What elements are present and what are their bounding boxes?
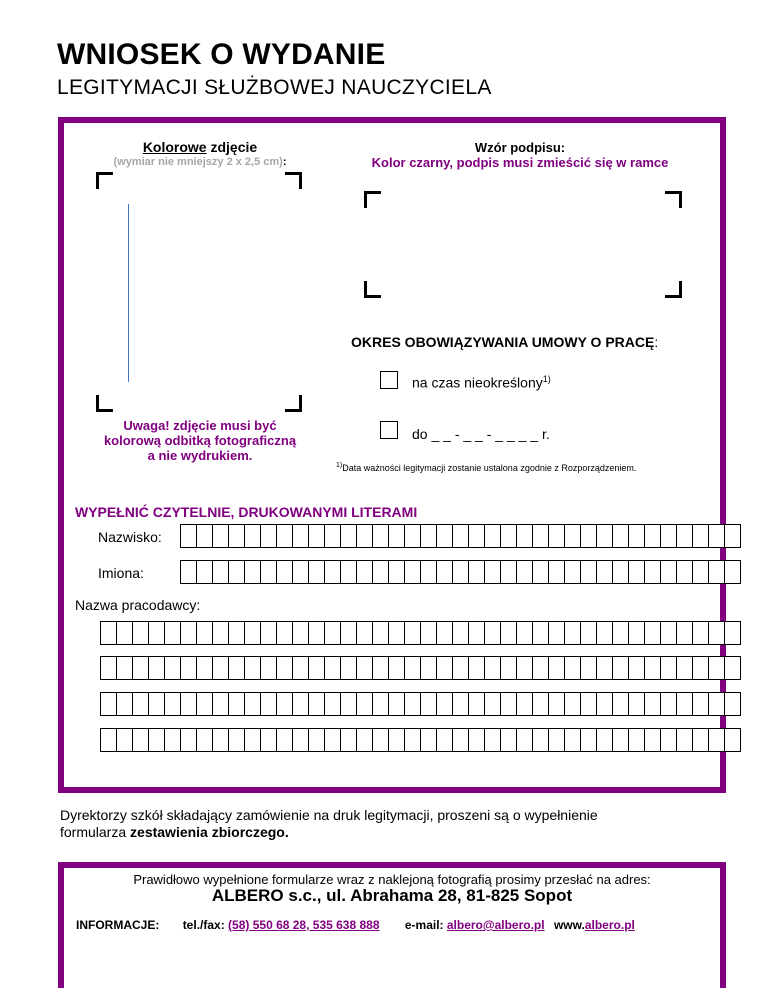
corner-mark: [285, 172, 302, 189]
char-box[interactable]: [308, 560, 325, 584]
char-box[interactable]: [500, 560, 517, 584]
char-box[interactable]: [340, 656, 357, 680]
char-box[interactable]: [692, 524, 709, 548]
char-box[interactable]: [468, 560, 485, 584]
char-box[interactable]: [596, 524, 613, 548]
char-box[interactable]: [164, 656, 181, 680]
char-box[interactable]: [212, 692, 229, 716]
char-box[interactable]: [580, 524, 597, 548]
char-box[interactable]: [100, 692, 117, 716]
char-box[interactable]: [500, 621, 517, 645]
char-box[interactable]: [676, 692, 693, 716]
char-box[interactable]: [628, 728, 645, 752]
char-box[interactable]: [644, 656, 661, 680]
char-box[interactable]: [692, 692, 709, 716]
employer-field-line4[interactable]: [100, 728, 740, 752]
char-box[interactable]: [420, 524, 437, 548]
char-box[interactable]: [596, 656, 613, 680]
char-box[interactable]: [484, 656, 501, 680]
char-box[interactable]: [420, 692, 437, 716]
char-box[interactable]: [276, 728, 293, 752]
char-box[interactable]: [276, 524, 293, 548]
char-box[interactable]: [548, 560, 565, 584]
char-box[interactable]: [308, 656, 325, 680]
char-box[interactable]: [628, 621, 645, 645]
signature-heading: Wzór podpisu:: [474, 140, 566, 155]
char-box[interactable]: [388, 692, 405, 716]
char-box[interactable]: [676, 621, 693, 645]
char-box[interactable]: [612, 656, 629, 680]
char-box[interactable]: [116, 692, 133, 716]
char-box[interactable]: [548, 728, 565, 752]
char-box[interactable]: [244, 692, 261, 716]
char-box[interactable]: [324, 656, 341, 680]
surname-field[interactable]: [180, 524, 740, 548]
char-box[interactable]: [356, 728, 373, 752]
char-box[interactable]: [724, 656, 741, 680]
char-box[interactable]: [180, 621, 197, 645]
char-box[interactable]: [116, 656, 133, 680]
corner-mark: [665, 281, 682, 298]
char-box[interactable]: [500, 656, 517, 680]
char-box[interactable]: [452, 692, 469, 716]
char-box[interactable]: [340, 621, 357, 645]
char-box[interactable]: [196, 656, 213, 680]
char-box[interactable]: [196, 728, 213, 752]
char-box[interactable]: [420, 621, 437, 645]
char-box[interactable]: [500, 728, 517, 752]
char-box[interactable]: [548, 621, 565, 645]
char-box[interactable]: [468, 621, 485, 645]
page-subtitle: LEGITYMACJI SŁUŻBOWEJ NAUCZYCIELA: [57, 76, 492, 99]
char-box[interactable]: [596, 621, 613, 645]
char-box[interactable]: [388, 621, 405, 645]
char-box[interactable]: [724, 621, 741, 645]
char-box[interactable]: [292, 728, 309, 752]
corner-mark: [364, 191, 381, 208]
form-heading: WYPEŁNIĆ CZYTELNIE, DRUKOWANYMI LITERAMI: [75, 504, 418, 520]
char-box[interactable]: [548, 656, 565, 680]
char-box[interactable]: [532, 621, 549, 645]
char-box[interactable]: [372, 692, 389, 716]
signature-area[interactable]: [364, 191, 682, 298]
char-box[interactable]: [660, 621, 677, 645]
char-box[interactable]: [468, 692, 485, 716]
char-box[interactable]: [324, 524, 341, 548]
char-box[interactable]: [244, 728, 261, 752]
photo-dimensions: (wymiar nie mniejszy 2 x 2,5 cm):: [113, 156, 287, 168]
corner-mark: [96, 172, 113, 189]
char-box[interactable]: [260, 692, 277, 716]
char-box[interactable]: [100, 621, 117, 645]
char-box[interactable]: [676, 560, 693, 584]
char-box[interactable]: [388, 524, 405, 548]
char-box[interactable]: [228, 524, 245, 548]
corner-mark: [285, 395, 302, 412]
char-box[interactable]: [580, 560, 597, 584]
char-box[interactable]: [708, 728, 725, 752]
char-box[interactable]: [372, 656, 389, 680]
char-box[interactable]: [164, 692, 181, 716]
char-box[interactable]: [132, 656, 149, 680]
char-box[interactable]: [212, 728, 229, 752]
char-box[interactable]: [452, 560, 469, 584]
char-box[interactable]: [468, 524, 485, 548]
char-box[interactable]: [164, 728, 181, 752]
char-box[interactable]: [436, 524, 453, 548]
char-box[interactable]: [356, 560, 373, 584]
char-box[interactable]: [212, 560, 229, 584]
char-box[interactable]: [692, 728, 709, 752]
option-until-label: do _ _ - _ _ - _ _ _ _ r.: [412, 426, 550, 442]
phone-link[interactable]: (58) 550 68 28, 535 638 888: [228, 918, 380, 932]
char-box[interactable]: [372, 621, 389, 645]
char-box[interactable]: [292, 656, 309, 680]
char-box[interactable]: [692, 621, 709, 645]
char-box[interactable]: [228, 692, 245, 716]
char-box[interactable]: [292, 621, 309, 645]
char-box[interactable]: [708, 692, 725, 716]
char-box[interactable]: [452, 524, 469, 548]
char-box[interactable]: [436, 621, 453, 645]
char-box[interactable]: [612, 692, 629, 716]
char-box[interactable]: [132, 692, 149, 716]
char-box[interactable]: [228, 656, 245, 680]
char-box[interactable]: [292, 692, 309, 716]
char-box[interactable]: [516, 692, 533, 716]
char-box[interactable]: [660, 728, 677, 752]
char-box[interactable]: [676, 656, 693, 680]
char-box[interactable]: [148, 728, 165, 752]
corner-mark: [364, 281, 381, 298]
char-box[interactable]: [404, 621, 421, 645]
char-box[interactable]: [196, 692, 213, 716]
char-box[interactable]: [548, 692, 565, 716]
char-box[interactable]: [692, 656, 709, 680]
char-box[interactable]: [724, 728, 741, 752]
website-link[interactable]: albero.pl: [584, 918, 635, 932]
char-box[interactable]: [676, 728, 693, 752]
char-box[interactable]: [628, 692, 645, 716]
char-box[interactable]: [276, 656, 293, 680]
info-text: Dyrektorzy szkół składający zamówienie na druk legitymacji, proszeni są o wypełnienie formularza zestawienia zbiorczego.: [60, 807, 598, 840]
char-box[interactable]: [420, 560, 437, 584]
employer-label: Nazwa pracodawcy:: [75, 597, 201, 613]
char-box[interactable]: [644, 728, 661, 752]
char-box[interactable]: [532, 656, 549, 680]
char-box[interactable]: [724, 560, 741, 584]
char-box[interactable]: [116, 621, 133, 645]
corner-mark: [665, 191, 682, 208]
char-box[interactable]: [612, 728, 629, 752]
page-title: WNIOSEK O WYDANIE: [57, 38, 386, 71]
employer-field-line2[interactable]: [100, 656, 740, 680]
char-box[interactable]: [228, 728, 245, 752]
char-box[interactable]: [132, 728, 149, 752]
option-indefinite-label: na czas nieokreślony$^{1)}$: [412, 374, 551, 391]
char-box[interactable]: [164, 621, 181, 645]
char-box[interactable]: [644, 524, 661, 548]
char-box[interactable]: [516, 728, 533, 752]
char-box[interactable]: [324, 621, 341, 645]
char-box[interactable]: [292, 524, 309, 548]
email-link[interactable]: albero@albero.pl: [446, 918, 545, 932]
char-box[interactable]: [644, 692, 661, 716]
char-box[interactable]: [596, 728, 613, 752]
char-box[interactable]: [436, 656, 453, 680]
char-box[interactable]: [100, 728, 117, 752]
char-box[interactable]: [148, 692, 165, 716]
char-box[interactable]: [404, 692, 421, 716]
char-box[interactable]: [372, 728, 389, 752]
char-box[interactable]: [340, 692, 357, 716]
signature-note: Kolor czarny, podpis musi zmieścić się w ramce: [371, 155, 669, 170]
char-box[interactable]: [228, 560, 245, 584]
option-until-checkbox[interactable]: [380, 421, 398, 439]
corner-mark: [96, 395, 113, 412]
char-box[interactable]: [244, 656, 261, 680]
address-main: ALBERO s.c., ul. Abrahama 28, 81-825 Sopot: [211, 886, 573, 905]
char-box[interactable]: [356, 692, 373, 716]
char-box[interactable]: [308, 692, 325, 716]
char-box[interactable]: [564, 524, 581, 548]
char-box[interactable]: [132, 621, 149, 645]
char-box[interactable]: [308, 621, 325, 645]
char-box[interactable]: [196, 621, 213, 645]
char-box[interactable]: [724, 692, 741, 716]
char-box[interactable]: [324, 560, 341, 584]
char-box[interactable]: [468, 728, 485, 752]
char-box[interactable]: [228, 621, 245, 645]
char-box[interactable]: [180, 560, 197, 584]
char-box[interactable]: [420, 728, 437, 752]
char-box[interactable]: [468, 656, 485, 680]
char-box[interactable]: [516, 560, 533, 584]
char-box[interactable]: [340, 524, 357, 548]
char-box[interactable]: [212, 621, 229, 645]
char-box[interactable]: [308, 524, 325, 548]
address-intro: Prawidłowo wypełnione formularze wraz z naklejoną fotografią prosimy przesłać na adres:: [133, 872, 651, 887]
char-box[interactable]: [260, 560, 277, 584]
names-field[interactable]: [180, 560, 740, 584]
char-box[interactable]: [484, 621, 501, 645]
char-box[interactable]: [340, 728, 357, 752]
char-box[interactable]: [260, 621, 277, 645]
char-box[interactable]: [612, 560, 629, 584]
char-box[interactable]: [708, 621, 725, 645]
char-box[interactable]: [532, 692, 549, 716]
footnote: $^{1)}$Data ważności legitymacji zostanie ustalona zgodnie z Rozporządzeniem.: [336, 462, 637, 473]
char-box[interactable]: [260, 656, 277, 680]
char-box[interactable]: [148, 621, 165, 645]
char-box[interactable]: [356, 621, 373, 645]
char-box[interactable]: [532, 728, 549, 752]
char-box[interactable]: [484, 560, 501, 584]
char-box[interactable]: [436, 728, 453, 752]
char-box[interactable]: [148, 656, 165, 680]
guide-line: [128, 204, 129, 382]
char-box[interactable]: [212, 656, 229, 680]
char-box[interactable]: [100, 656, 117, 680]
char-box[interactable]: [276, 621, 293, 645]
char-box[interactable]: [644, 621, 661, 645]
char-box[interactable]: [388, 656, 405, 680]
char-box[interactable]: [244, 524, 261, 548]
char-box[interactable]: [692, 560, 709, 584]
char-box[interactable]: [212, 524, 229, 548]
char-box[interactable]: [404, 560, 421, 584]
char-box[interactable]: [484, 692, 501, 716]
char-box[interactable]: [532, 560, 549, 584]
char-box[interactable]: [500, 524, 517, 548]
char-box[interactable]: [548, 524, 565, 548]
char-box[interactable]: [420, 656, 437, 680]
char-box[interactable]: [324, 728, 341, 752]
names-label: Imiona:: [98, 565, 144, 581]
char-box[interactable]: [244, 560, 261, 584]
photo-warning: Uwaga! zdjęcie musi być kolorową odbitką fotograficzną a nie wydrukiem.: [103, 418, 297, 463]
char-box[interactable]: [676, 524, 693, 548]
char-box[interactable]: [372, 560, 389, 584]
char-box[interactable]: [404, 656, 421, 680]
char-box[interactable]: [372, 524, 389, 548]
char-box[interactable]: [580, 656, 597, 680]
char-box[interactable]: [564, 692, 581, 716]
char-box[interactable]: [436, 692, 453, 716]
char-box[interactable]: [180, 656, 197, 680]
char-box[interactable]: [612, 621, 629, 645]
char-box[interactable]: [564, 621, 581, 645]
char-box[interactable]: [516, 656, 533, 680]
char-box[interactable]: [260, 728, 277, 752]
char-box[interactable]: [596, 692, 613, 716]
char-box[interactable]: [708, 656, 725, 680]
char-box[interactable]: [660, 692, 677, 716]
char-box[interactable]: [244, 621, 261, 645]
char-box[interactable]: [660, 656, 677, 680]
char-box[interactable]: [260, 524, 277, 548]
char-box[interactable]: [516, 621, 533, 645]
contact-line: INFORMACJE: tel./fax: (58) 550 68 28, 535 638 888 e-mail: albero@albero.pl www.albero.pl: [76, 918, 635, 932]
char-box[interactable]: [404, 728, 421, 752]
char-box[interactable]: [500, 692, 517, 716]
photo-area[interactable]: [96, 172, 302, 412]
char-box[interactable]: [484, 728, 501, 752]
char-box[interactable]: [644, 560, 661, 584]
char-box[interactable]: [436, 560, 453, 584]
char-box[interactable]: [388, 728, 405, 752]
char-box[interactable]: [580, 692, 597, 716]
char-box[interactable]: [564, 560, 581, 584]
char-box[interactable]: [660, 560, 677, 584]
photo-heading: Kolorowe zdjęcie: [142, 139, 258, 155]
char-box[interactable]: [724, 524, 741, 548]
char-box[interactable]: [484, 524, 501, 548]
option-indefinite-checkbox[interactable]: [380, 371, 398, 389]
char-box[interactable]: [452, 728, 469, 752]
char-box[interactable]: [564, 656, 581, 680]
surname-label: Nazwisko:: [98, 529, 162, 545]
char-box[interactable]: [612, 524, 629, 548]
char-box[interactable]: [180, 524, 197, 548]
char-box[interactable]: [308, 728, 325, 752]
char-box[interactable]: [276, 692, 293, 716]
char-box[interactable]: [580, 621, 597, 645]
char-box[interactable]: [324, 692, 341, 716]
char-box[interactable]: [180, 692, 197, 716]
char-box[interactable]: [196, 524, 213, 548]
char-box[interactable]: [356, 656, 373, 680]
char-box[interactable]: [452, 656, 469, 680]
char-box[interactable]: [628, 656, 645, 680]
char-box[interactable]: [628, 524, 645, 548]
char-box[interactable]: [180, 728, 197, 752]
char-box[interactable]: [660, 524, 677, 548]
char-box[interactable]: [580, 728, 597, 752]
employer-field-line3[interactable]: [100, 692, 740, 716]
char-box[interactable]: [708, 524, 725, 548]
char-box[interactable]: [388, 560, 405, 584]
char-box[interactable]: [564, 728, 581, 752]
char-box[interactable]: [452, 621, 469, 645]
char-box[interactable]: [596, 560, 613, 584]
contract-heading: OKRES OBOWIĄZYWANIA UMOWY O PRACĘ:: [351, 334, 659, 350]
char-box[interactable]: [116, 728, 133, 752]
char-box[interactable]: [276, 560, 293, 584]
char-box[interactable]: [196, 560, 213, 584]
employer-field-line1[interactable]: [100, 621, 740, 645]
char-box[interactable]: [404, 524, 421, 548]
char-box[interactable]: [356, 524, 373, 548]
char-box[interactable]: [628, 560, 645, 584]
char-box[interactable]: [340, 560, 357, 584]
char-box[interactable]: [708, 560, 725, 584]
char-box[interactable]: [532, 524, 549, 548]
char-box[interactable]: [516, 524, 533, 548]
char-box[interactable]: [292, 560, 309, 584]
